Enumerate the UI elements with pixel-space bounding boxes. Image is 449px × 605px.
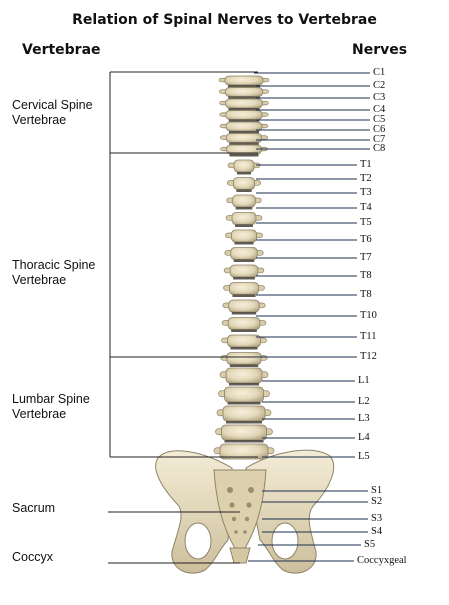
vertebra bbox=[223, 406, 265, 421]
vertebra bbox=[230, 265, 258, 277]
region-label-sacrum: Sacrum bbox=[12, 501, 56, 515]
vertebrae-header: Vertebrae bbox=[22, 42, 101, 58]
intervertebral-disc bbox=[233, 277, 255, 280]
vertebra bbox=[233, 195, 256, 207]
nerve-label: S5 bbox=[364, 539, 376, 550]
vertebra bbox=[228, 335, 261, 347]
nerve-label: L5 bbox=[358, 451, 370, 462]
intervertebral-disc bbox=[236, 190, 251, 193]
intervertebral-disc bbox=[228, 402, 261, 405]
nerve-label: C4 bbox=[373, 104, 386, 115]
vertebra bbox=[233, 178, 254, 190]
vertebra bbox=[225, 88, 263, 97]
nerve-label: T12 bbox=[360, 351, 377, 362]
intervertebral-disc bbox=[225, 440, 264, 443]
nerve-label: L4 bbox=[358, 432, 370, 443]
nerve-label: C2 bbox=[373, 80, 386, 91]
nerve-label: S1 bbox=[371, 485, 383, 496]
nerve-label: C5 bbox=[373, 114, 386, 125]
nerve-label: T7 bbox=[360, 252, 372, 263]
intervertebral-disc bbox=[232, 312, 256, 315]
nerve-label: T11 bbox=[360, 331, 377, 342]
intervertebral-disc bbox=[231, 347, 258, 350]
nerve-label: C8 bbox=[373, 143, 386, 154]
nerves-header: Nerves bbox=[352, 42, 408, 58]
intervertebral-disc bbox=[237, 172, 251, 175]
nerve-label: T5 bbox=[360, 217, 372, 228]
nerve-label: L3 bbox=[358, 413, 370, 424]
nerve-label: C3 bbox=[373, 92, 386, 103]
page-title: Relation of Spinal Nerves to Vertebrae bbox=[72, 12, 377, 28]
nerve-label: Coccyxgeal bbox=[357, 555, 407, 566]
vertebra bbox=[226, 134, 262, 143]
nerve-label: S2 bbox=[371, 496, 383, 507]
intervertebral-disc bbox=[231, 330, 257, 333]
vertebra bbox=[226, 99, 263, 108]
intervertebral-disc bbox=[234, 242, 253, 245]
vertebra bbox=[231, 230, 256, 242]
vertebra bbox=[222, 425, 267, 440]
vertebra bbox=[234, 160, 254, 172]
intervertebral-disc bbox=[230, 154, 259, 157]
nerve-label: T1 bbox=[360, 159, 372, 170]
vertebra bbox=[228, 318, 260, 330]
vertebra bbox=[225, 387, 264, 402]
intervertebral-disc bbox=[232, 295, 255, 298]
nerve-label: C1 bbox=[373, 67, 386, 78]
intervertebral-disc bbox=[230, 365, 258, 368]
nerve-label: L1 bbox=[358, 375, 370, 386]
vertebra bbox=[226, 368, 262, 383]
nerve-label: T8 bbox=[360, 289, 372, 300]
vertebra bbox=[231, 248, 258, 260]
vertebra bbox=[229, 283, 258, 295]
vertebra bbox=[226, 111, 263, 120]
intervertebral-disc bbox=[226, 421, 262, 424]
nerve-label: C7 bbox=[373, 134, 386, 145]
nerve-label: T6 bbox=[360, 234, 372, 245]
nerve-label: T2 bbox=[360, 173, 372, 184]
nerve-label: C6 bbox=[373, 124, 386, 135]
region-label-lumbar: Lumbar Spine Vertebrae bbox=[12, 392, 90, 421]
intervertebral-disc bbox=[234, 260, 255, 263]
nerve-label: S3 bbox=[371, 513, 383, 524]
region-label-thoracic: Thoracic Spine Vertebrae bbox=[12, 258, 96, 287]
nerve-label: T3 bbox=[360, 187, 372, 198]
vertebra bbox=[227, 353, 261, 365]
nerve-label: T8 bbox=[360, 270, 372, 281]
nerve-label: S4 bbox=[371, 526, 383, 537]
nerve-label: T10 bbox=[360, 310, 377, 321]
intervertebral-disc bbox=[229, 383, 259, 386]
intervertebral-disc bbox=[235, 225, 253, 228]
region-label-coccyx: Coccyx bbox=[12, 550, 53, 564]
vertebra bbox=[229, 300, 259, 312]
nerve-label: T4 bbox=[360, 202, 372, 213]
vertebra bbox=[225, 76, 263, 85]
intervertebral-disc bbox=[236, 207, 253, 210]
vertebra bbox=[232, 213, 256, 225]
nerve-label: L2 bbox=[358, 396, 370, 407]
region-label-cervical: Cervical Spine Vertebrae bbox=[12, 98, 93, 127]
